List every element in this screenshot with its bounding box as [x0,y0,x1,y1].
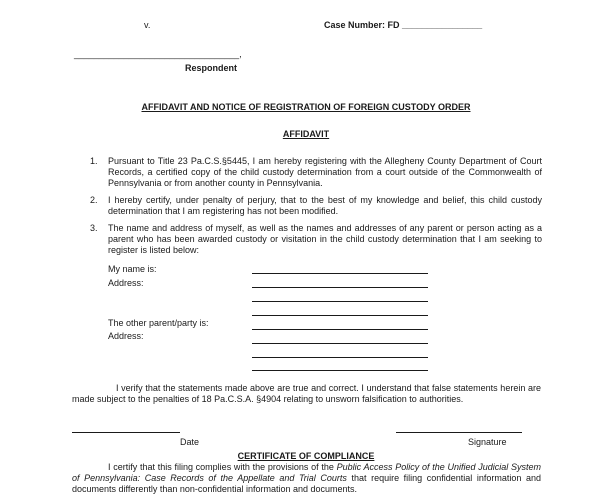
my-name-label: My name is: [108,264,157,274]
address-line-2a[interactable] [252,343,428,344]
certificate-text-part-2: that require filing confidential information and documents differently than non-confidential information and documents. [72,473,541,495]
verification-text: I verify that the statements made above are true and correct. I understand that false statements herein are made subject to the penalties of 18 Pa.C.S.A. §4904 relating to unsworn falsification to authorities. [72,383,541,405]
address-line-2c[interactable] [252,370,428,371]
address-line-1b[interactable] [252,301,428,302]
item-text-1: Pursuant to Title 23 Pa.C.S.§5445, I am hereby registering with the Allegheny County Department of Court Records, a certified copy of the child custody determination from a court outside of the Commonwealth of Pennsylvania or from another county in Pennsylvania. [108,156,542,189]
item-text-3: The name and address of myself, as well as the names and addresses of any parent or person acting as a parent who has been awarded custody or visitation in the child custody determination that I am seeking to register is listed below: [108,223,542,256]
address-line-1c[interactable] [252,315,428,316]
respondent-label: Respondent [185,63,238,73]
date-label: Date [180,437,200,447]
versus-label: v. [144,20,151,30]
respondent-blank: _________________________________, [74,49,242,59]
certificate-text [72,462,541,496]
date-line[interactable] [72,432,180,433]
item-number-3: 3. [90,223,98,233]
certificate-title: CERTIFICATE OF COMPLIANCE [237,451,375,461]
certificate-text-part-1: I certify that this filing complies with the provisions of the [108,462,337,472]
other-party-line[interactable] [252,329,428,330]
document-title: AFFIDAVIT AND NOTICE OF REGISTRATION OF FOREIGN CUSTODY ORDER [141,102,471,112]
case-number-label: Case Number: FD ________________ [324,20,483,30]
item-number-2: 2. [90,195,98,205]
address-line-1a[interactable] [252,287,428,288]
other-party-label: The other parent/party is: [108,318,209,328]
my-name-line[interactable] [252,273,428,274]
address-label-1: Address: [108,278,144,288]
signature-label: Signature [468,437,507,447]
item-number-1: 1. [90,156,98,166]
affidavit-subtitle: AFFIDAVIT [282,129,330,139]
signature-line[interactable] [396,432,522,433]
address-label-2: Address: [108,331,144,341]
item-text-2: I hereby certify, under penalty of perjury, that to the best of my knowledge and belief, this child custody determination that I am registering has not been modified. [108,195,542,217]
address-line-2b[interactable] [252,357,428,358]
certificate-text-italic: Public Access Policy of the Unified Judicial System of Pennsylvania: Case Records of the Appellate and Trial Courts [72,462,541,484]
